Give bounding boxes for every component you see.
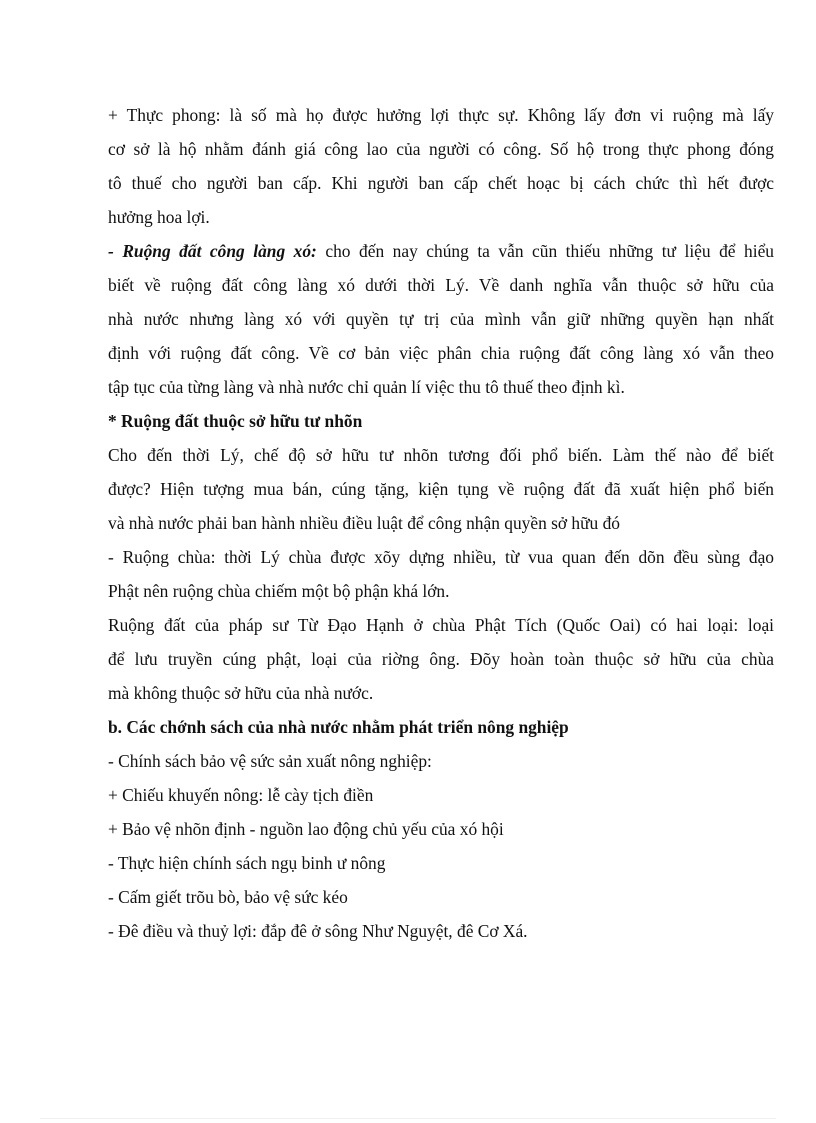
- paragraph-tu-nhan: [108, 438, 774, 540]
- document-page: [108, 98, 774, 948]
- list-item: + Bảo vệ nhõn định - nguồn lao động chủ yếu của xó hội: [108, 819, 504, 839]
- text-line: Phật nên ruộng chùa chiếm một bộ phận khá lớn.: [108, 581, 450, 601]
- text-line: nhà nước nhưng làng xó với quyền tự trị của mình vẫn giữ những quyền hạn nhất: [108, 309, 774, 329]
- paragraph-lead-term: - Ruộng đất công làng xó:: [108, 241, 317, 261]
- text-line: biết về ruộng đất công làng xó dưới thời Lý. Về danh nghĩa vẫn thuộc sở hữu của: [108, 275, 774, 295]
- text-line: định với ruộng đất công. Về cơ bản việc phân chia ruộng đất công làng xó vẫn theo: [108, 343, 774, 363]
- list-item: - Đê điều và thuỷ lợi: đắp đê ở sông Như Nguyệt, đê Cơ Xá.: [108, 921, 528, 941]
- text-line: được? Hiện tượng mua bán, cúng tặng, kiện tụng về ruộng đất đã xuất hiện phổ biến: [108, 479, 774, 499]
- paragraph-ruong-dat-cong: [108, 234, 774, 404]
- section-heading: * Ruộng đất thuộc sở hữu tư nhõn: [108, 411, 363, 431]
- paragraph-tu-dao-hanh: [108, 608, 774, 710]
- text-line: Cho đến thời Lý, chế độ sở hữu tư nhõn tương đối phổ biến. Làm thế nào để biết: [108, 445, 774, 465]
- policy-list: [108, 744, 774, 948]
- text-line: hưởng hoa lợi.: [108, 207, 210, 227]
- text-line: cơ sở là hộ nhằm đánh giá công lao của người có công. Số hộ trong thực phong đóng: [108, 139, 774, 159]
- text-line: Ruộng đất của pháp sư Từ Đạo Hạnh ở chùa Phật Tích (Quốc Oai) có hai loại: loại: [108, 615, 774, 635]
- text-line: tập tục của từng làng và nhà nước chỉ quản lí việc thu tô thuế theo định kì.: [108, 377, 625, 397]
- list-item: + Chiếu khuyến nông: lễ cày tịch điền: [108, 785, 374, 805]
- text-line: và nhà nước phải ban hành nhiều điều luật để công nhận quyền sở hữu đó: [108, 513, 620, 533]
- paragraph-ruong-chua: [108, 540, 774, 608]
- page-bottom-divider: [40, 1118, 776, 1119]
- section-heading: b. Các chớnh sách của nhà nước nhằm phát triển nông nghiệp: [108, 717, 569, 737]
- list-item: - Cấm giết trõu bò, bảo vệ sức kéo: [108, 887, 348, 907]
- text-line: + Thực phong: là số mà họ được hưởng lợi thực sự. Không lấy đơn vi ruộng mà lấy: [108, 105, 774, 125]
- text-line: tô thuế cho người ban cấp. Khi người ban cấp chết hoạc bị cách chức thì hết được: [108, 173, 774, 193]
- text-line: mà không thuộc sở hữu của nhà nước.: [108, 683, 374, 703]
- list-item: - Chính sách bảo vệ sức sản xuất nông nghiệp:: [108, 751, 432, 771]
- paragraph-lead-rest: cho đến nay chúng ta vẫn cũn thiếu những tư liệu để hiểu: [316, 241, 774, 261]
- paragraph-thuc-phong: [108, 98, 774, 234]
- text-line: - Ruộng chùa: thời Lý chùa được xõy dựng nhiều, từ vua quan đến dõn đều sùng đạo: [108, 547, 774, 567]
- text-line: [108, 234, 774, 268]
- list-item: - Thực hiện chính sách ngụ binh ư nông: [108, 853, 386, 873]
- text-line: để lưu truyền cúng phật, loại của riờng ông. Đõy hoàn toàn thuộc sở hữu của chùa: [108, 649, 774, 669]
